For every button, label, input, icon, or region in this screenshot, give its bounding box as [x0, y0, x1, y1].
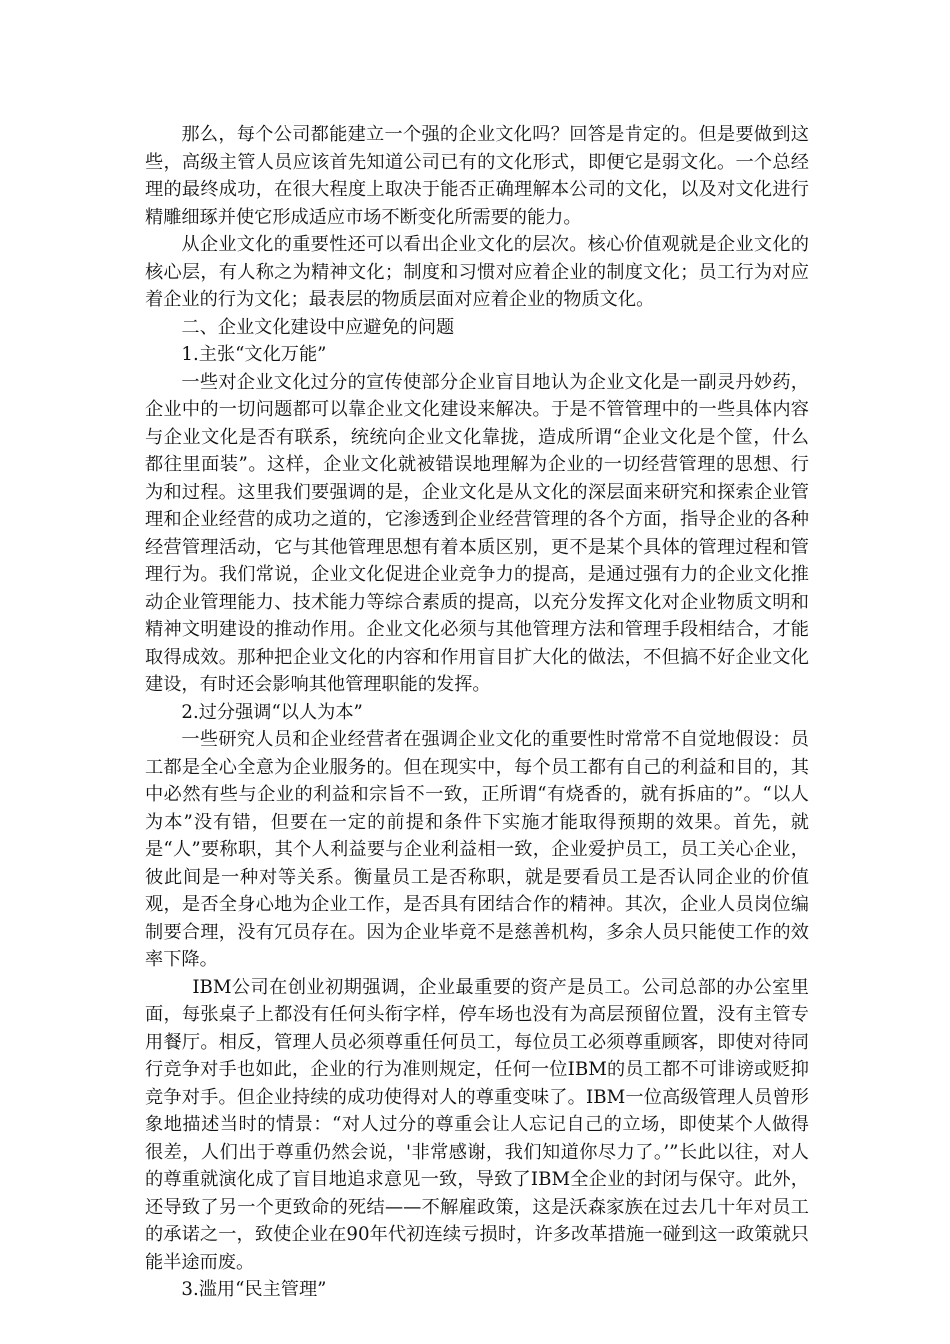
- paragraph-culture-layers: 从企业文化的重要性还可以看出企业文化的层次。核心价值观就是企业文化的核心层，有人称之为精神文化；制度和习惯对应着企业的制度文化；员工行为对应着企业的行为文化；最表层的物质层面对应着企业的物质文化。: [145, 234, 809, 310]
- paragraph-people-oriented: 一些研究人员和企业经营者在强调企业文化的重要性时常常不自觉地假设：员工都是全心全意为企业服务的。但在现实中，每个员工都有自己的利益和目的，其中必然有些与企业的利益和宗旨不一致，正所谓“有烧香的，就有拆庙的”。“以人为本”没有错，但要在一定的前提和条件下实施才能取得预期的效果。首先，就是“人”要称职，其个人利益要与企业利益相一致，企业爱护员工，员工关心企业，彼此间是一种对等关系。衡量员工是否称职，就是要看员工是否认同企业的价值观，是否全身心地为企业工作，是否具有团结合作的精神。其次，企业人员岗位编制要合理，没有冗员存在。因为企业毕竟不是慈善机构，多余人员只能使工作的效率下降。: [145, 729, 809, 970]
- paragraph-culture-omnipotent: 一些对企业文化过分的宣传使部分企业盲目地认为企业文化是一副灵丹妙药，企业中的一切问题都可以靠企业文化建设来解决。于是不管管理中的一些具体内容与企业文化是否有联系，统统向企业文化靠拢，造成所谓“企业文化是个筐，什么都往里面装”。这样，企业文化就被错误地理解为企业的一切经营管理的思想、行为和过程。这里我们要强调的是，企业文化是从文化的深层面来研究和探索企业管理和企业经营的成功之道的，它渗透到企业经营管理的各个方面，指导企业的各种经营管理活动，它与其他管理思想有着本质区别，更不是某个具体的管理过程和管理行为。我们常说，企业文化促进企业竞争力的提高，是通过强有力的企业文化推动企业管理能力、技术能力等综合素质的提高，以充分发挥文化对企业物质文明和精神文明建设的推动作用。企业文化必须与其他管理方法和管理手段相结合，才能取得成效。那种把企业文化的内容和作用盲目扩大化的做法，不但搞不好企业文化建设，有时还会影响其他管理职能的发挥。: [145, 371, 809, 695]
- subheading-culture-omnipotent: 1.主张“文化万能”: [181, 344, 327, 365]
- subheading-democratic-management: 3.滥用“民主管理”: [181, 1279, 327, 1300]
- document-body: [145, 121, 809, 1304]
- paragraph-strong-culture: 那么，每个公司都能建立一个强的企业文化吗？回答是肯定的。但是要做到这些，高级主管人员应该首先知道公司已有的文化形式，即便它是弱文化。一个总经理的最终成功，在很大程度上取决于能否正确理解本公司的文化，以及对文化进行精雕细琢并使它形成适应市场不断变化所需要的能力。: [145, 124, 809, 228]
- paragraph-ibm-example: IBM公司在创业初期强调，企业最重要的资产是员工。公司总部的办公室里面，每张桌子上都没有任何头衔字样，停车场也没有为高层预留位置，没有主管专用餐厅。相反，管理人员必须尊重任何员工，每位员工必须尊重顾客，即使对待同行竞争对手也如此，企业的行为准则规定，任何一位IBM的员工都不可诽谤或贬抑竞争对手。但企业持续的成功使得对人的尊重变味了。IBM一位高级管理人员曾形象地描述当时的情景：“对人过分的尊重会让人忘记自己的立场，即使某个人做得很差，人们出于尊重仍然会说，'非常感谢，我们知道你尽力了。’”长此以往，对人的尊重就演化成了盲目地追求意见一致，导致了IBM全企业的封闭与保守。此外，还导致了另一个更致命的死结——不解雇政策，这是沃森家族在过去几十年对员工的承诺之一，致使企业在90年代初连续亏损时，许多改革措施一碰到这一政策就只能半途而废。: [145, 976, 809, 1273]
- subheading-people-oriented: 2.过分强调“以人为本”: [181, 701, 363, 723]
- section-heading-problems: 二、企业文化建设中应避免的问题: [181, 316, 455, 338]
